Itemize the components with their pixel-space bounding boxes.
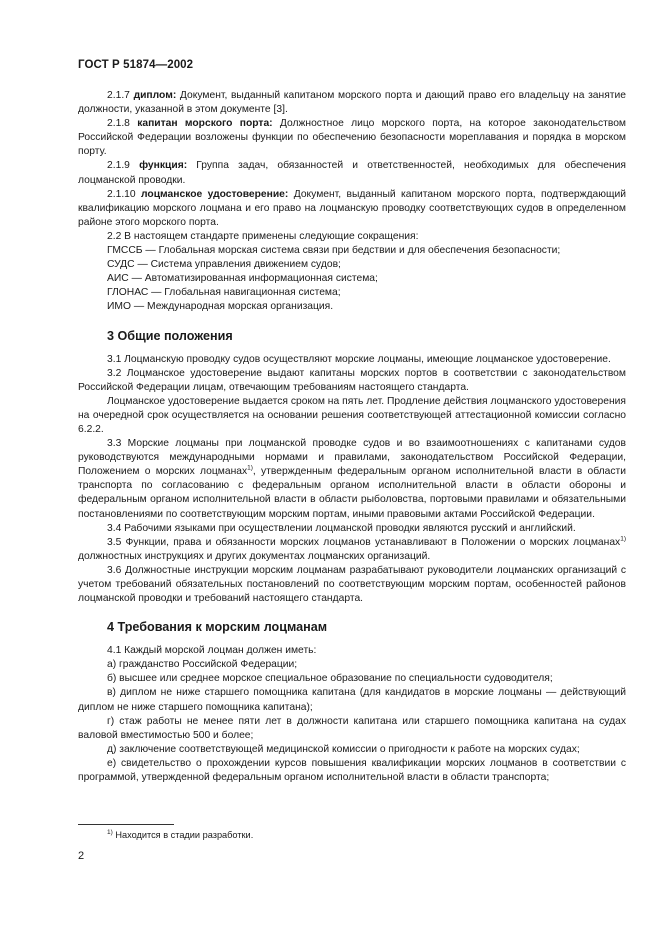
definition-2-1-7: 2.1.7 диплом: Документ, выданный капитаном морского порта и дающий право его владельцу на занятие должности, указанной в этом документе [3]. [78,90,626,116]
requirement-item: в) диплом не ниже старшего помощника капитана (для кандидатов в морские лоцманы — действующий диплом не ниже старшего помощника капитана); [78,687,626,713]
footnote-divider [78,824,174,825]
clause-4-1: 4.1 Каждый морской лоцман должен иметь: [107,645,317,657]
clause-3-5: 3.5 Функции, права и обязанности морских лоцманов устанавливают в Положении о морских лоцманах$^{1)}$ должностных инструкциях и других документах лоцманских организаций. [78,535,626,562]
definition-2-1-10: 2.1.10 лоцманское удостоверение: Документ, выданный капитаном морского порта, подтверждающий квалификацию морского лоцмана и его право на лоцманскую проводку соответствующих судов в определенном районе этого морского порта. [78,188,626,228]
clause-3-2-continued: Лоцманское удостоверение выдается сроком на пять лет. Продление действия лоцманского удостоверения на очередной срок осуществляется на основании решения соответствующей аттестационной комиссии согласно 6.2.2. [78,395,626,435]
abbreviation-item: АИС — Автоматизированная информационная система; [107,273,378,285]
requirement-item: б) высшее или среднее морское специальное образование по специальности судоводителя; [107,673,553,685]
definition-2-1-8: 2.1.8 капитан морского порта: Должностное лицо морского порта, на которое законодательством Российской Федерации возложены функции по обеспечению безопасности мореплавания и порядка в морском порту. [78,118,627,158]
term: капитан морского порта: [137,118,273,130]
clause-3-6: 3.6 Должностные инструкции морским лоцманам разрабатывают руководители лоцманских организаций с учетом требований обязательных постановлений по соответствующим морским портам, особенностей районов лоцманской проводки и требований настоящего стандарта. [78,564,626,605]
footnote-marker: 1) [107,828,113,836]
abbreviation-item: СУДС — Система управления движением судов; [107,259,341,271]
requirement-item: е) свидетельство о прохождении курсов повышения квалификации морских лоцманов в соответствии с программой, утвержденной федеральным органом исполнительной власти в области транспорта; [78,757,626,784]
footnote-ref[interactable]: 1) [620,535,626,543]
requirement-item: а) гражданство Российской Федерации; [107,659,298,671]
footnote-ref[interactable]: 1) [247,464,253,472]
section-4-heading: 4 Требования к морским лоцманам [107,620,328,635]
term: диплом: [133,90,177,101]
section-3-heading: 3 Общие положения [107,328,233,343]
definition-2-1-9: 2.1.9 функция: Группа задач, обязанностей и ответственностей, необходимых для обеспечения лоцманской проводки. [78,160,626,186]
abbreviation-item: ГМССБ — Глобальная морская система связи при бедствии и для обеспечения безопасности; [107,245,561,257]
clause-3-4: 3.4 Рабочими языками при осуществлении лоцманской проводки являются русский и английский. [107,522,576,534]
clause-3-1: 3.1 Лоцманскую проводку судов осуществляют морские лоцманы, имеющие лоцманское удостоверение. [107,353,611,365]
requirement-item: д) заключение соответствующей медицинской комиссии о пригодности к работе на морских судах; [107,743,580,755]
clause-3-2: 3.2 Лоцманское удостоверение выдают капитаны морских портов в соответствии с законодательством Российской Федерации лицам, отвечающим требованиям настоящего стандарта. [78,367,626,393]
document-body [78,89,626,785]
footnote [107,829,253,841]
term: функция: [139,160,188,172]
abbreviation-item: ГЛОНАС — Глобальная навигационная система; [107,287,341,299]
footnote-text: Находится в стадии разработки. [112,830,254,840]
abbreviation-item: ИМО — Международная морская организация. [107,301,334,313]
abbreviations-intro: 2.2 В настоящем стандарте применены следующие сокращения: [107,230,419,242]
term: лоцманское удостоверение: [141,188,289,200]
standard-header: ГОСТ Р 51874—2002 [78,59,194,71]
requirement-item: г) стаж работы не менее пяти лет в должности капитана или старшего помощника капитана на судах валовой вместимостью 500 и более; [78,715,626,741]
page-number: 2 [78,850,85,862]
clause-3-3: 3.3 Морские лоцманы при лоцманской проводке судов и во взаимоотношениях с капитанами судов руководствуются международными нормами и правилами, законодательством Российской Федерации, Положением о морских лоцманах$^{1)}$, утвержденным федеральным органом исполнительной власти в области транспорта по согласованию с федеральным органом исполнительной власти в области обороны и федеральным органом исполнительной власти в области рыболовства, портовыми правилами и обязательными постановлениями по соответствующим морским портам, иными правовыми актами Российской Федерации. [78,438,626,520]
